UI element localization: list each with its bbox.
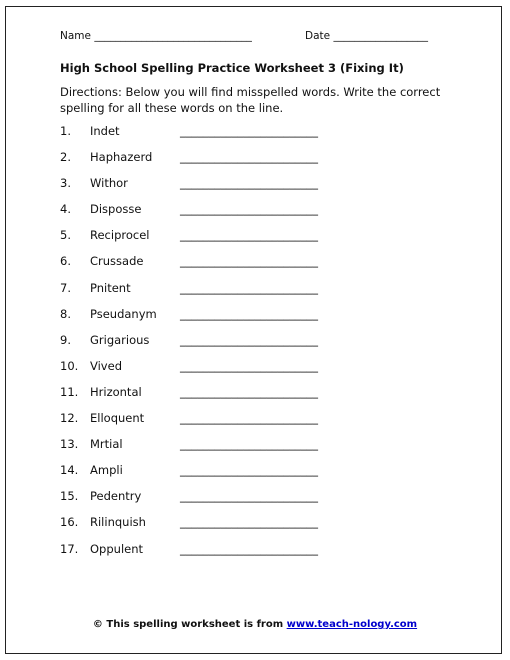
item-number: 3. xyxy=(60,176,71,191)
list-item xyxy=(60,228,460,254)
list-item xyxy=(60,124,460,150)
date-field xyxy=(305,30,428,42)
item-number: 7. xyxy=(60,280,71,295)
list-item xyxy=(60,489,460,515)
item-number: 13. xyxy=(60,437,79,452)
list-item xyxy=(60,542,460,568)
answer-line[interactable]: ________________________ xyxy=(180,306,318,321)
misspelled-word: Pedentry xyxy=(90,489,142,504)
list-item xyxy=(60,281,460,307)
misspelled-word: Mrtial xyxy=(90,437,123,452)
misspelled-word: Oppulent xyxy=(90,541,144,556)
answer-line[interactable]: ________________________ xyxy=(180,124,318,138)
name-label: Name xyxy=(60,30,91,42)
footer-link[interactable]: www.teach-nology.com xyxy=(286,619,418,630)
misspelled-word: Indet xyxy=(90,124,120,138)
item-number: 10. xyxy=(60,358,79,373)
list-item xyxy=(60,411,460,437)
list-item xyxy=(60,307,460,333)
answer-line[interactable]: ________________________ xyxy=(180,228,318,243)
answer-line[interactable]: ________________________ xyxy=(180,463,318,478)
date-label: Date xyxy=(305,30,331,42)
list-item xyxy=(60,176,460,202)
list-item xyxy=(60,359,460,385)
misspelled-word: Pseudanym xyxy=(90,306,157,321)
item-number: 1. xyxy=(60,124,71,138)
item-number: 2. xyxy=(60,150,71,165)
item-number: 12. xyxy=(60,411,79,426)
misspelled-word: Ampli xyxy=(90,463,123,478)
answer-line[interactable]: ________________________ xyxy=(180,150,318,165)
misspelled-word: Disposse xyxy=(90,202,142,217)
misspelled-word: Pnitent xyxy=(90,280,131,295)
answer-line[interactable]: ________________________ xyxy=(180,411,318,426)
item-number: 4. xyxy=(60,202,71,217)
list-item xyxy=(60,463,460,489)
item-number: 8. xyxy=(60,306,71,321)
list-item xyxy=(60,515,460,541)
directions: Directions: Below you will find misspelled words. Write the correct spelling for all these words on the line. xyxy=(60,85,441,115)
misspelled-word: Hrizontal xyxy=(90,384,142,399)
misspelled-word: Withor xyxy=(90,176,128,191)
answer-line[interactable]: ________________________ xyxy=(180,515,318,530)
answer-line[interactable]: ________________________ xyxy=(180,176,318,191)
item-number: 9. xyxy=(60,332,71,347)
answer-line[interactable]: ________________________ xyxy=(180,384,318,399)
answer-line[interactable]: ________________________ xyxy=(180,358,318,373)
misspelled-word: Haphazerd xyxy=(90,150,153,165)
worksheet-title: High School Spelling Practice Worksheet 3 (Fixing It) xyxy=(60,61,404,75)
list-item xyxy=(60,437,460,463)
date-blank: __________________ xyxy=(333,30,428,42)
answer-line[interactable]: ________________________ xyxy=(180,541,318,556)
misspelled-word: Grigarious xyxy=(90,332,150,347)
name-blank: ______________________________ xyxy=(94,30,252,42)
answer-line[interactable]: ________________________ xyxy=(180,332,318,347)
list-item xyxy=(60,150,460,176)
misspelled-word: Rilinquish xyxy=(90,515,146,530)
list-item xyxy=(60,385,460,411)
misspelled-word: Reciprocel xyxy=(90,228,150,243)
answer-line[interactable]: ________________________ xyxy=(180,202,318,217)
item-number: 16. xyxy=(60,515,79,530)
item-number: 17. xyxy=(60,541,79,556)
word-list xyxy=(60,124,460,568)
list-item xyxy=(60,202,460,228)
item-number: 14. xyxy=(60,463,79,478)
misspelled-word: Vived xyxy=(90,358,122,373)
footer-text: © This spelling worksheet is from xyxy=(92,619,287,630)
answer-line[interactable]: ________________________ xyxy=(180,254,318,269)
answer-line[interactable]: ________________________ xyxy=(180,489,318,504)
misspelled-word: Elloquent xyxy=(90,411,145,426)
item-number: 11. xyxy=(60,384,79,399)
answer-line[interactable]: ________________________ xyxy=(180,280,318,295)
footer xyxy=(0,619,510,630)
misspelled-word: Crussade xyxy=(90,254,144,269)
answer-line[interactable]: ________________________ xyxy=(180,437,318,452)
item-number: 15. xyxy=(60,489,79,504)
item-number: 5. xyxy=(60,228,71,243)
name-field xyxy=(60,30,252,42)
list-item xyxy=(60,333,460,359)
item-number: 6. xyxy=(60,254,71,269)
list-item xyxy=(60,254,460,280)
